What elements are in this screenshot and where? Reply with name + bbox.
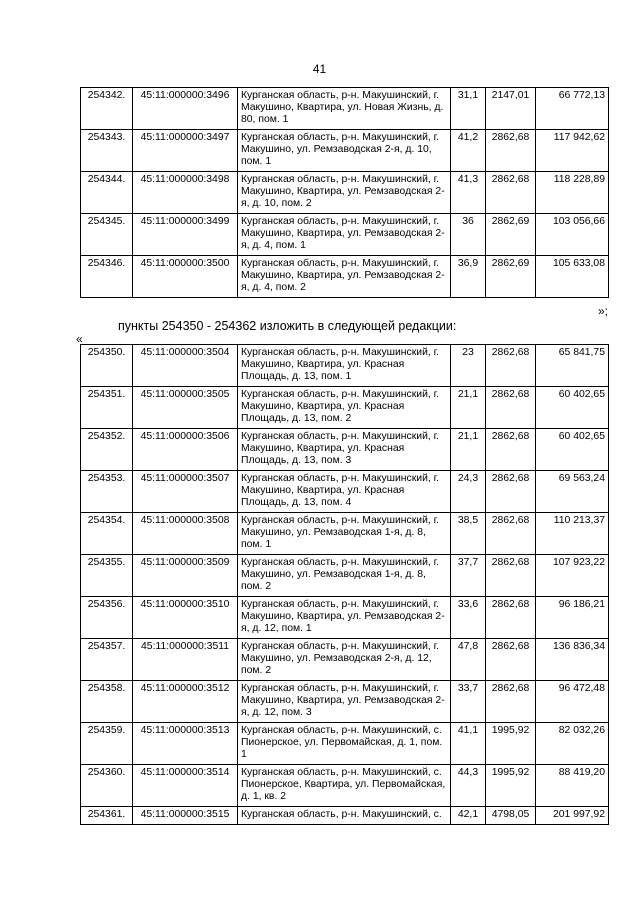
unit-price-cell: 2862,68	[486, 429, 536, 471]
area-cell: 41,2	[451, 130, 486, 172]
address-cell: Курганская область, р-н. Макушинский, г. Макушино, Квартира, ул. Ремзаводская 2-я, д. 4, пом. 2	[238, 256, 451, 298]
unit-price-cell: 4798,05	[486, 807, 536, 825]
address-cell: Курганская область, р-н. Макушинский, с. Пионерское, ул. Первомайская, д. 1, пом. 1	[238, 723, 451, 765]
row-number-cell: 254358.	[81, 681, 133, 723]
area-cell: 36	[451, 214, 486, 256]
area-cell: 47,8	[451, 639, 486, 681]
cadastral-cost-cell: 69 563,24	[536, 471, 609, 513]
cadastral-number-cell: 45:11:000000:3500	[133, 256, 238, 298]
register-table-previous	[80, 87, 609, 298]
address-cell: Курганская область, р-н. Макушинский, г. Макушино, ул. Ремзаводская 2-я, д. 10, пом. 1	[238, 130, 451, 172]
unit-price-cell: 2862,68	[486, 172, 536, 214]
row-number-cell: 254361.	[81, 807, 133, 825]
table-row	[81, 807, 609, 825]
area-cell: 33,7	[451, 681, 486, 723]
address-cell: Курганская область, р-н. Макушинский, г. Макушино, Квартира, ул. Красная Площадь, д. 13, пом. 2	[238, 387, 451, 429]
cadastral-cost-cell: 96 472,48	[536, 681, 609, 723]
cadastral-number-cell: 45:11:000000:3505	[133, 387, 238, 429]
unit-price-cell: 2862,68	[486, 387, 536, 429]
table-row	[81, 681, 609, 723]
row-number-cell: 254353.	[81, 471, 133, 513]
table-row	[81, 639, 609, 681]
unit-price-cell: 2862,68	[486, 681, 536, 723]
amendment-instruction: пункты 254350 - 254362 изложить в следующей редакции:	[118, 319, 457, 333]
cadastral-cost-cell: 110 213,37	[536, 513, 609, 555]
cadastral-cost-cell: 136 836,34	[536, 639, 609, 681]
address-cell: Курганская область, р-н. Макушинский, г. Макушино, Квартира, ул. Красная Площадь, д. 13, пом. 1	[238, 345, 451, 387]
row-number-cell: 254352.	[81, 429, 133, 471]
area-cell: 31,1	[451, 88, 486, 130]
row-number-cell: 254359.	[81, 723, 133, 765]
cadastral-number-cell: 45:11:000000:3515	[133, 807, 238, 825]
row-number-cell: 254342.	[81, 88, 133, 130]
cadastral-cost-cell: 65 841,75	[536, 345, 609, 387]
closing-quote-mark: »;	[598, 304, 609, 318]
cadastral-cost-cell: 88 419,20	[536, 765, 609, 807]
cadastral-cost-cell: 60 402,65	[536, 429, 609, 471]
unit-price-cell: 2862,68	[486, 639, 536, 681]
area-cell: 21,1	[451, 387, 486, 429]
table-row	[81, 471, 609, 513]
cadastral-number-cell: 45:11:000000:3514	[133, 765, 238, 807]
table-row	[81, 172, 609, 214]
row-number-cell: 254360.	[81, 765, 133, 807]
cadastral-number-cell: 45:11:000000:3506	[133, 429, 238, 471]
row-number-cell: 254351.	[81, 387, 133, 429]
cadastral-cost-cell: 103 056,66	[536, 214, 609, 256]
area-cell: 42,1	[451, 807, 486, 825]
table-row	[81, 597, 609, 639]
cadastral-number-cell: 45:11:000000:3509	[133, 555, 238, 597]
cadastral-cost-cell: 96 186,21	[536, 597, 609, 639]
address-cell: Курганская область, р-н. Макушинский, г. Макушино, Квартира, ул. Красная Площадь, д. 13, пом. 4	[238, 471, 451, 513]
unit-price-cell: 2862,68	[486, 345, 536, 387]
address-cell: Курганская область, р-н. Макушинский, г. Макушино, Квартира, ул. Ремзаводская 2-я, д. 12, пом. 1	[238, 597, 451, 639]
area-cell: 41,1	[451, 723, 486, 765]
cadastral-number-cell: 45:11:000000:3499	[133, 214, 238, 256]
register-table-amended	[80, 344, 609, 825]
cadastral-cost-cell: 82 032,26	[536, 723, 609, 765]
address-cell: Курганская область, р-н. Макушинский, с.	[238, 807, 451, 825]
unit-price-cell: 2862,68	[486, 555, 536, 597]
cadastral-number-cell: 45:11:000000:3511	[133, 639, 238, 681]
table-row	[81, 88, 609, 130]
cadastral-cost-cell: 60 402,65	[536, 387, 609, 429]
unit-price-cell: 2862,69	[486, 256, 536, 298]
area-cell: 37,7	[451, 555, 486, 597]
unit-price-cell: 1995,92	[486, 723, 536, 765]
table-row	[81, 555, 609, 597]
table-row	[81, 723, 609, 765]
address-cell: Курганская область, р-н. Макушинский, г. Макушино, Квартира, ул. Новая Жизнь, д. 80, пом. 1	[238, 88, 451, 130]
unit-price-cell: 2862,68	[486, 471, 536, 513]
row-number-cell: 254350.	[81, 345, 133, 387]
page-number: 41	[312, 62, 327, 76]
cadastral-number-cell: 45:11:000000:3496	[133, 88, 238, 130]
area-cell: 33,6	[451, 597, 486, 639]
cadastral-cost-cell: 107 923,22	[536, 555, 609, 597]
row-number-cell: 254343.	[81, 130, 133, 172]
table-row	[81, 214, 609, 256]
cadastral-number-cell: 45:11:000000:3498	[133, 172, 238, 214]
cadastral-number-cell: 45:11:000000:3513	[133, 723, 238, 765]
area-cell: 21,1	[451, 429, 486, 471]
unit-price-cell: 2147,01	[486, 88, 536, 130]
area-cell: 38,5	[451, 513, 486, 555]
row-number-cell: 254355.	[81, 555, 133, 597]
area-cell: 24,3	[451, 471, 486, 513]
cadastral-cost-cell: 105 633,08	[536, 256, 609, 298]
address-cell: Курганская область, р-н. Макушинский, г. Макушино, Квартира, ул. Ремзаводская 2-я, д. 4, пом. 1	[238, 214, 451, 256]
cadastral-cost-cell: 201 997,92	[536, 807, 609, 825]
cadastral-cost-cell: 66 772,13	[536, 88, 609, 130]
area-cell: 44,3	[451, 765, 486, 807]
cadastral-number-cell: 45:11:000000:3497	[133, 130, 238, 172]
unit-price-cell: 2862,68	[486, 597, 536, 639]
row-number-cell: 254356.	[81, 597, 133, 639]
table-row	[81, 345, 609, 387]
unit-price-cell: 2862,68	[486, 130, 536, 172]
address-cell: Курганская область, р-н. Макушинский, г. Макушино, Квартира, ул. Ремзаводская 2-я, д. 10, пом. 2	[238, 172, 451, 214]
address-cell: Курганская область, р-н. Макушинский, г. Макушино, ул. Ремзаводская 2-я, д. 12, пом. 2	[238, 639, 451, 681]
table-row	[81, 513, 609, 555]
cadastral-cost-cell: 118 228,89	[536, 172, 609, 214]
area-cell: 36,9	[451, 256, 486, 298]
opening-quote-mark: «	[76, 332, 83, 346]
unit-price-cell: 2862,69	[486, 214, 536, 256]
cadastral-number-cell: 45:11:000000:3508	[133, 513, 238, 555]
area-cell: 41,3	[451, 172, 486, 214]
row-number-cell: 254345.	[81, 214, 133, 256]
cadastral-number-cell: 45:11:000000:3504	[133, 345, 238, 387]
unit-price-cell: 2862,68	[486, 513, 536, 555]
table-row	[81, 765, 609, 807]
area-cell: 23	[451, 345, 486, 387]
row-number-cell: 254357.	[81, 639, 133, 681]
cadastral-cost-cell: 117 942,62	[536, 130, 609, 172]
table-row	[81, 256, 609, 298]
address-cell: Курганская область, р-н. Макушинский, г. Макушино, ул. Ремзаводская 1-я, д. 8, пом. 1	[238, 513, 451, 555]
address-cell: Курганская область, р-н. Макушинский, с. Пионерское, Квартира, ул. Первомайская, д. 1, кв. 2	[238, 765, 451, 807]
table-row	[81, 387, 609, 429]
row-number-cell: 254354.	[81, 513, 133, 555]
address-cell: Курганская область, р-н. Макушинский, г. Макушино, ул. Ремзаводская 1-я, д. 8, пом. 2	[238, 555, 451, 597]
unit-price-cell: 1995,92	[486, 765, 536, 807]
row-number-cell: 254344.	[81, 172, 133, 214]
table-row	[81, 429, 609, 471]
cadastral-number-cell: 45:11:000000:3507	[133, 471, 238, 513]
address-cell: Курганская область, р-н. Макушинский, г. Макушино, Квартира, ул. Красная Площадь, д. 13, пом. 3	[238, 429, 451, 471]
cadastral-number-cell: 45:11:000000:3510	[133, 597, 238, 639]
row-number-cell: 254346.	[81, 256, 133, 298]
address-cell: Курганская область, р-н. Макушинский, г. Макушино, Квартира, ул. Ремзаводская 2-я, д. 12, пом. 3	[238, 681, 451, 723]
table-row	[81, 130, 609, 172]
cadastral-number-cell: 45:11:000000:3512	[133, 681, 238, 723]
